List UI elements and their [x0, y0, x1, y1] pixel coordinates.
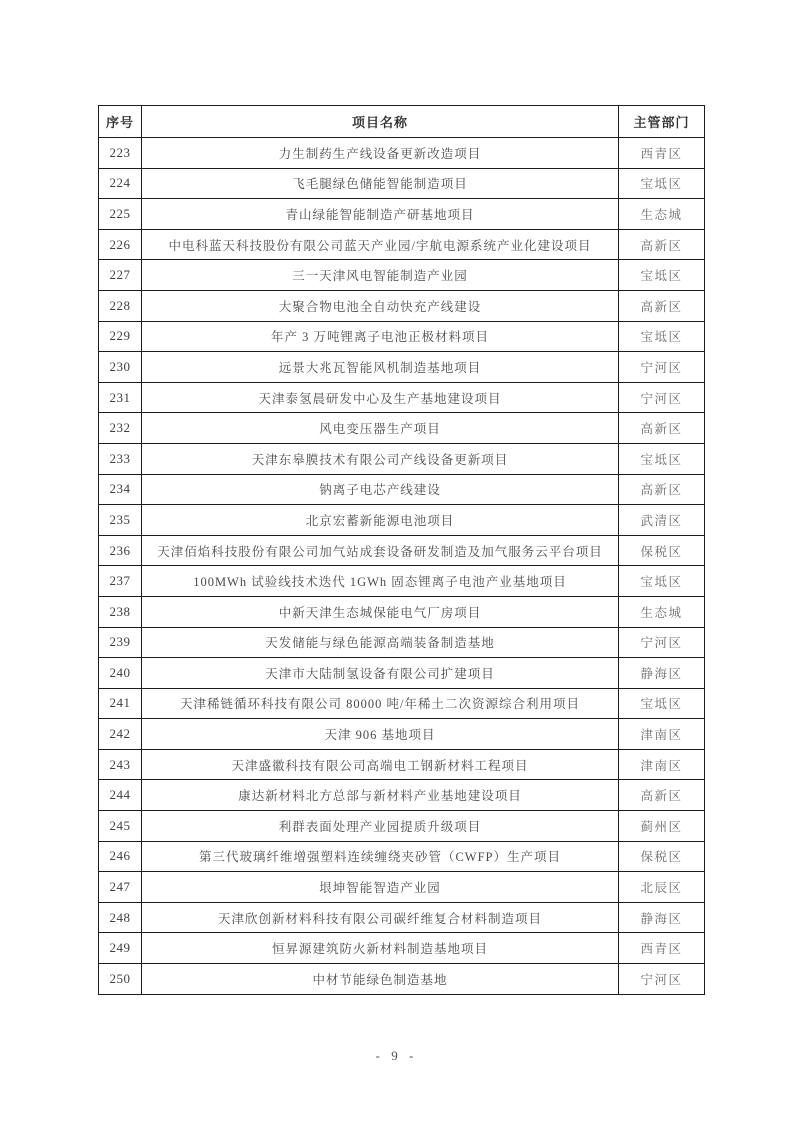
table-row [99, 505, 705, 536]
department-cell: 高新区 [619, 229, 705, 260]
table-row [99, 229, 705, 260]
project-name-cell: 天津泰氢晨研发中心及生产基地建设项目 [142, 382, 619, 413]
serial-number-cell: 233 [99, 443, 142, 474]
table-row [99, 138, 705, 169]
table-row [99, 902, 705, 933]
department-cell: 高新区 [619, 474, 705, 505]
table-row [99, 627, 705, 658]
department-cell: 宝坻区 [619, 321, 705, 352]
department-cell: 高新区 [619, 780, 705, 811]
department-cell: 高新区 [619, 290, 705, 321]
project-name-cell: 100MWh 试验线技术迭代 1GWh 固态锂离子电池产业基地项目 [142, 566, 619, 597]
serial-number-cell: 228 [99, 290, 142, 321]
table-body [99, 138, 705, 995]
serial-number-cell: 244 [99, 780, 142, 811]
department-cell: 保税区 [619, 535, 705, 566]
table-row [99, 688, 705, 719]
project-name-cell: 天发储能与绿色能源高端装备制造基地 [142, 627, 619, 658]
project-name-cell: 恒昇源建筑防火新材料制造基地项目 [142, 933, 619, 964]
serial-number-cell: 229 [99, 321, 142, 352]
header-department: 主管部门 [619, 106, 705, 138]
project-name-cell: 大聚合物电池全自动快充产线建设 [142, 290, 619, 321]
header-serial-number: 序号 [99, 106, 142, 138]
project-name-cell: 天津东皋膜技术有限公司产线设备更新项目 [142, 443, 619, 474]
project-name-cell: 天津盛徽科技有限公司高端电工钢新材料工程项目 [142, 749, 619, 780]
table-row [99, 596, 705, 627]
serial-number-cell: 249 [99, 933, 142, 964]
department-cell: 西青区 [619, 138, 705, 169]
project-name-cell: 利群表面处理产业园提质升级项目 [142, 811, 619, 842]
department-cell: 生态城 [619, 596, 705, 627]
project-name-cell: 天津 906 基地项目 [142, 719, 619, 750]
table-row [99, 199, 705, 230]
serial-number-cell: 238 [99, 596, 142, 627]
department-cell: 静海区 [619, 902, 705, 933]
serial-number-cell: 236 [99, 535, 142, 566]
table-row [99, 749, 705, 780]
serial-number-cell: 232 [99, 413, 142, 444]
department-cell: 宁河区 [619, 352, 705, 383]
serial-number-cell: 224 [99, 168, 142, 199]
department-cell: 保税区 [619, 841, 705, 872]
department-cell: 津南区 [619, 719, 705, 750]
department-cell: 西青区 [619, 933, 705, 964]
table-row [99, 352, 705, 383]
table-row [99, 933, 705, 964]
project-name-cell: 天津稀链循环科技有限公司 80000 吨/年稀土二次资源综合利用项目 [142, 688, 619, 719]
serial-number-cell: 231 [99, 382, 142, 413]
serial-number-cell: 243 [99, 749, 142, 780]
department-cell: 宁河区 [619, 627, 705, 658]
project-name-cell: 天津佰焰科技股份有限公司加气站成套设备研发制造及加气服务云平台项目 [142, 535, 619, 566]
department-cell: 津南区 [619, 749, 705, 780]
table-row [99, 260, 705, 291]
project-name-cell: 远景大兆瓦智能风机制造基地项目 [142, 352, 619, 383]
project-list-table [98, 105, 705, 995]
page-number: - 9 - [375, 1048, 418, 1063]
department-cell: 宁河区 [619, 964, 705, 995]
department-cell: 蓟州区 [619, 811, 705, 842]
header-project-name: 项目名称 [142, 106, 619, 138]
table-row [99, 872, 705, 903]
project-name-cell: 中材节能绿色制造基地 [142, 964, 619, 995]
serial-number-cell: 241 [99, 688, 142, 719]
serial-number-cell: 242 [99, 719, 142, 750]
serial-number-cell: 240 [99, 658, 142, 689]
project-name-cell: 康达新材料北方总部与新材料产业基地建设项目 [142, 780, 619, 811]
table-row [99, 719, 705, 750]
table-row [99, 658, 705, 689]
table-row [99, 964, 705, 995]
project-name-cell: 北京宏蓄新能源电池项目 [142, 505, 619, 536]
project-name-cell: 天津市大陆制氢设备有限公司扩建项目 [142, 658, 619, 689]
table-row [99, 321, 705, 352]
serial-number-cell: 250 [99, 964, 142, 995]
project-name-cell: 青山绿能智能制造产研基地项目 [142, 199, 619, 230]
serial-number-cell: 237 [99, 566, 142, 597]
department-cell: 宝坻区 [619, 443, 705, 474]
serial-number-cell: 223 [99, 138, 142, 169]
project-name-cell: 中电科蓝天科技股份有限公司蓝天产业园/宇航电源系统产业化建设项目 [142, 229, 619, 260]
table-row [99, 566, 705, 597]
department-cell: 宝坻区 [619, 688, 705, 719]
serial-number-cell: 230 [99, 352, 142, 383]
project-name-cell: 飞毛腿绿色储能智能制造项目 [142, 168, 619, 199]
table-row [99, 780, 705, 811]
department-cell: 高新区 [619, 413, 705, 444]
department-cell: 宝坻区 [619, 566, 705, 597]
table-header-row [99, 106, 705, 138]
serial-number-cell: 234 [99, 474, 142, 505]
table-row [99, 168, 705, 199]
serial-number-cell: 246 [99, 841, 142, 872]
project-name-cell: 三一天津风电智能制造产业园 [142, 260, 619, 291]
project-name-cell: 力生制药生产线设备更新改造项目 [142, 138, 619, 169]
table-row [99, 474, 705, 505]
table-row [99, 535, 705, 566]
table-row [99, 811, 705, 842]
department-cell: 宝坻区 [619, 168, 705, 199]
project-name-cell: 第三代玻璃纤维增强塑料连续缠绕夹砂管（CWFP）生产项目 [142, 841, 619, 872]
table-row [99, 413, 705, 444]
serial-number-cell: 235 [99, 505, 142, 536]
project-name-cell: 中新天津生态城保能电气厂房项目 [142, 596, 619, 627]
table-row [99, 382, 705, 413]
table-row [99, 290, 705, 321]
project-name-cell: 垠坤智能智造产业园 [142, 872, 619, 903]
department-cell: 武清区 [619, 505, 705, 536]
department-cell: 静海区 [619, 658, 705, 689]
project-name-cell: 钠离子电芯产线建设 [142, 474, 619, 505]
project-name-cell: 年产 3 万吨锂离子电池正极材料项目 [142, 321, 619, 352]
serial-number-cell: 239 [99, 627, 142, 658]
department-cell: 宁河区 [619, 382, 705, 413]
serial-number-cell: 247 [99, 872, 142, 903]
table-header [99, 106, 705, 138]
table-row [99, 443, 705, 474]
project-name-cell: 天津欣创新材料科技有限公司碳纤维复合材料制造项目 [142, 902, 619, 933]
department-cell: 宝坻区 [619, 260, 705, 291]
project-name-cell: 风电变压器生产项目 [142, 413, 619, 444]
department-cell: 生态城 [619, 199, 705, 230]
table-row [99, 841, 705, 872]
serial-number-cell: 248 [99, 902, 142, 933]
serial-number-cell: 245 [99, 811, 142, 842]
serial-number-cell: 226 [99, 229, 142, 260]
serial-number-cell: 227 [99, 260, 142, 291]
serial-number-cell: 225 [99, 199, 142, 230]
department-cell: 北辰区 [619, 872, 705, 903]
